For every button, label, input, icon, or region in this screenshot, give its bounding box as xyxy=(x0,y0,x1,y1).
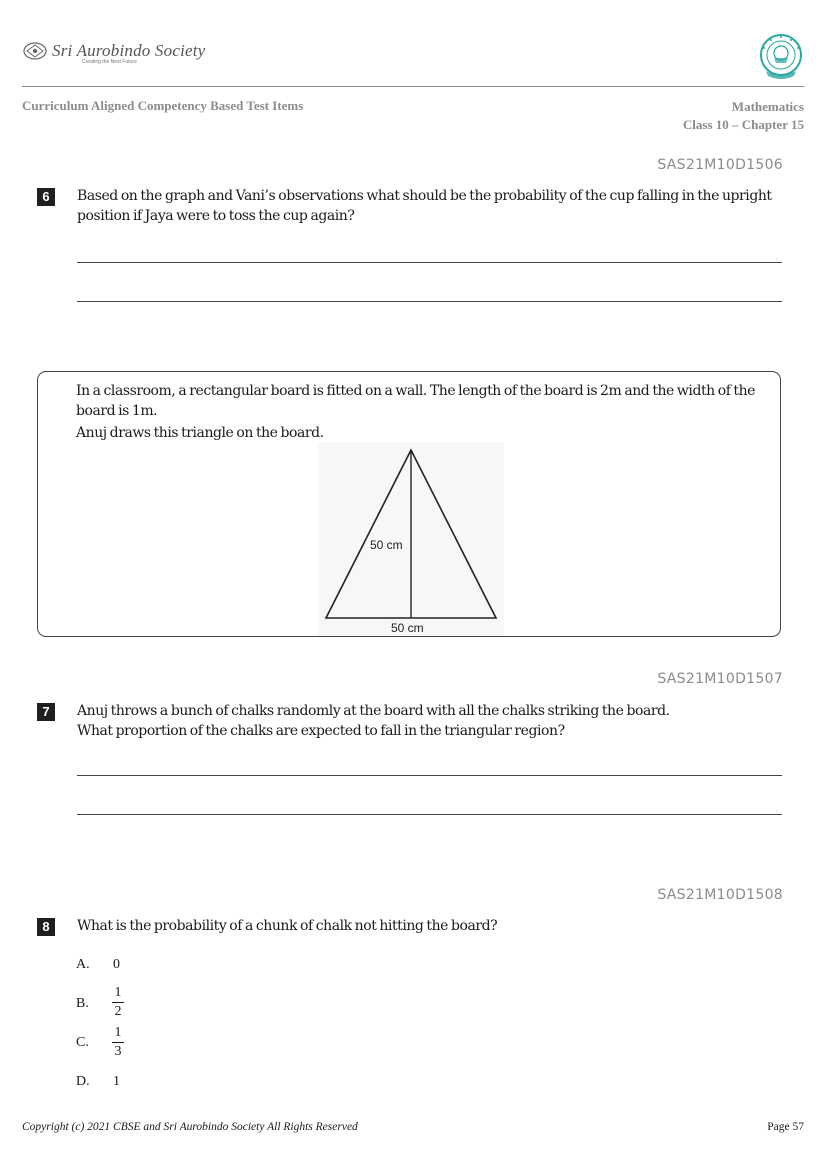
header-divider xyxy=(22,86,804,87)
question-8-line: What is the probability of a chunk of chalk not hitting the board? xyxy=(77,918,498,934)
answer-line-q6-1[interactable] xyxy=(77,262,782,263)
option-c-denominator: 3 xyxy=(114,1044,122,1059)
sri-aurobindo-society-logo xyxy=(22,38,205,64)
footer-page-number: Page 57 xyxy=(767,1121,804,1133)
question-6-line: Based on the graph and Vani’s observations what should be the probability of the cup falling in the upright position if Jaya were to toss the cup again? xyxy=(77,188,772,224)
item-code-q7: SAS21M10D1507 xyxy=(657,671,783,687)
fraction-bar xyxy=(112,1002,124,1003)
question-8-text xyxy=(77,916,783,936)
question-number-7: 7 xyxy=(37,703,55,721)
cbse-seal-icon xyxy=(758,33,804,81)
answer-line-q6-2[interactable] xyxy=(77,301,782,302)
option-a-value[interactable]: 0 xyxy=(113,957,120,972)
context-line-1: In a classroom, a rectangular board is fitted on a wall. The length of the board is 2m and the width of the board is 1m. xyxy=(76,383,756,419)
option-c-fraction[interactable] xyxy=(112,1025,124,1060)
answer-line-q7-1[interactable] xyxy=(77,775,782,776)
header-title: Curriculum Aligned Competency Based Test Items xyxy=(22,98,304,113)
item-code-q8: SAS21M10D1508 xyxy=(657,887,783,903)
logo-tagline: Creating the Next Future xyxy=(82,59,137,65)
context-line-2: Anuj draws this triangle on the board. xyxy=(76,425,324,441)
option-b-fraction[interactable] xyxy=(112,985,124,1020)
option-a-letter[interactable]: A. xyxy=(76,957,90,972)
header-class-chapter: Class 10 – Chapter 15 xyxy=(682,117,804,132)
header-subject-block xyxy=(683,98,804,134)
triangle-diagram xyxy=(318,442,504,636)
footer-copyright: Copyright (c) 2021 CBSE and Sri Aurobindo Society All Rights Reserved xyxy=(22,1121,358,1133)
triangle-figure xyxy=(318,442,504,636)
option-c-letter[interactable]: C. xyxy=(76,1035,89,1050)
option-c-numerator: 1 xyxy=(114,1025,122,1040)
question-7-line-2: What proportion of the chalks are expected to fall in the triangular region? xyxy=(77,723,565,739)
question-7-text xyxy=(77,701,783,741)
context-text xyxy=(76,381,766,443)
option-d-value[interactable]: 1 xyxy=(113,1074,120,1089)
question-number-6: 6 xyxy=(37,188,55,206)
base-label: 50 cm xyxy=(391,621,424,635)
logo-text: Sri Aurobindo Society xyxy=(52,41,206,60)
item-code-q6: SAS21M10D1506 xyxy=(657,157,783,173)
question-number-8: 8 xyxy=(37,918,55,936)
question-7-line-1: Anuj throws a bunch of chalks randomly at the board with all the chalks striking the board. xyxy=(77,703,670,719)
question-6-text xyxy=(77,186,783,226)
header-subject: Mathematics xyxy=(731,99,804,114)
fraction-bar xyxy=(112,1042,124,1043)
option-d-letter[interactable]: D. xyxy=(76,1074,90,1089)
option-b-denominator: 2 xyxy=(114,1004,122,1019)
option-b-numerator: 1 xyxy=(114,985,122,1000)
option-b-letter[interactable]: B. xyxy=(76,996,89,1011)
society-emblem-icon xyxy=(22,41,48,61)
height-label: 50 cm xyxy=(370,538,403,552)
answer-line-q7-2[interactable] xyxy=(77,814,782,815)
